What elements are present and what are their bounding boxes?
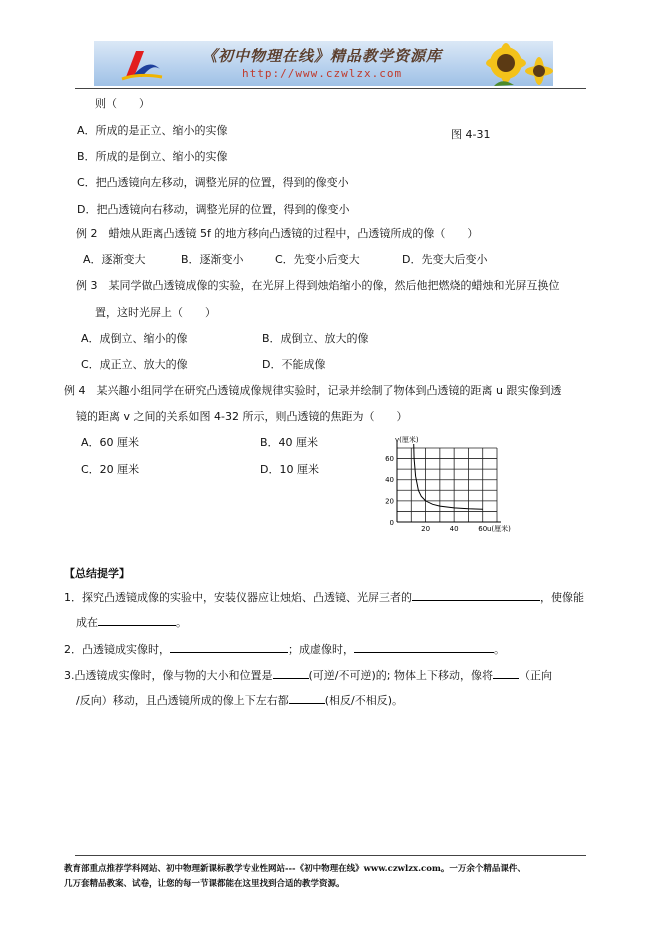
- footer-rule: [75, 855, 586, 856]
- summary-item3-text-a: 3.凸透镜成实像时，像与物的大小和位置是: [64, 669, 273, 682]
- q1-stem: 则（ ）: [95, 97, 150, 110]
- ex4-option-a: A．60 厘米: [81, 436, 140, 449]
- summary-blank-2[interactable]: [98, 614, 176, 626]
- figure-4-31-label: 图 4-31: [451, 128, 491, 141]
- summary-item3-text-b: (可逆/不可逆)的; 物体上下移动，像将: [308, 669, 493, 682]
- ex3-stem-line2: 置，这时光屏上（ ）: [95, 306, 216, 319]
- ex4-option-c: C．20 厘米: [81, 463, 140, 476]
- site-title: 《初中物理在线》精品教学资源库: [202, 47, 443, 65]
- ex3-option-b: B．成倒立、放大的像: [262, 332, 369, 345]
- ex2-option-a: A．逐渐变大: [83, 253, 146, 266]
- summary-item3-line1: [64, 667, 552, 683]
- ex4-option-d: D．10 厘米: [260, 463, 319, 476]
- footer-line2: 几万套精品教案、试卷，让您的每一节课都能在这里找到合适的教学资源。: [64, 879, 345, 889]
- x-axis-label: u(厘米): [487, 525, 511, 533]
- summary-item2-text-a: 2．凸透镜成实像时，: [64, 643, 170, 656]
- summary-item1-text-c: 成在: [76, 616, 98, 629]
- x-tick-label: 20: [421, 525, 431, 533]
- summary-item3-line2: [76, 692, 403, 708]
- ex4-option-b: B．40 厘米: [260, 436, 319, 449]
- summary-blank-1[interactable]: [412, 589, 540, 601]
- x-tick-label: 60: [478, 525, 488, 533]
- footer-line1: 教育部重点推荐学科网站、初中物理新课标教学专业性网站---《初中物理在线》www.czwlzx.com。一万余个精品课件、: [64, 864, 526, 874]
- summary-item3-text-d: /反向）移动，且凸透镜所成的像上下左右都: [76, 694, 289, 707]
- y-axis-label: v(厘米): [395, 436, 419, 444]
- ex2-option-b: B．逐渐变小: [181, 253, 244, 266]
- ex2-option-c: C．先变小后变大: [275, 253, 360, 266]
- summary-item3-text-e: (相反/不相反)。: [324, 694, 404, 707]
- summary-item1-text-d: 。: [176, 616, 187, 629]
- q1-option-a: A．所成的是正立、缩小的实像: [77, 124, 228, 137]
- q1-option-c: C．把凸透镜向左移动，调整光屏的位置，得到的像变小: [77, 176, 349, 189]
- y-tick-label: 20: [385, 497, 394, 506]
- header-banner: [94, 41, 553, 86]
- site-logo-icon: [118, 47, 164, 81]
- ex4-stem-line2: 镜的距离 v 之间的关系如图 4-32 所示，则凸透镜的焦距为（ ）: [76, 410, 408, 423]
- summary-item2: [64, 641, 505, 657]
- origin-label: 0: [389, 519, 394, 527]
- summary-blank-3[interactable]: [170, 641, 288, 653]
- summary-item1-text-b: ，使像能: [540, 591, 584, 604]
- x-tick-label: 40: [449, 525, 459, 533]
- site-url[interactable]: http://www.czwlzx.com: [242, 67, 403, 80]
- uv-graph: [375, 436, 515, 536]
- ex4-stem-line1: 例 4 某兴趣小组同学在研究凸透镜成像规律实验时，记录并绘制了物体到凸透镜的距离 u 跟实像到透: [64, 384, 562, 397]
- y-tick-label: 40: [385, 476, 394, 485]
- summary-item1-line2: [76, 614, 187, 630]
- q1-option-d: D．把凸透镜向右移动，调整光屏的位置，得到的像变小: [77, 203, 350, 216]
- summary-item1-line1: [64, 589, 584, 605]
- ex2-stem: 例 2 蜡烛从距离凸透镜 5f 的地方移向凸透镜的过程中，凸透镜所成的像（ ）: [76, 227, 479, 240]
- summary-item3-text-c: （正向: [519, 669, 552, 682]
- summary-item2-text-c: 。: [494, 643, 505, 656]
- summary-title: 【总结提学】: [64, 567, 130, 580]
- summary-item2-text-b: ；成虚像时，: [288, 643, 354, 656]
- header-rule: [75, 88, 586, 89]
- q1-option-b: B．所成的是倒立、缩小的实像: [77, 150, 228, 163]
- summary-blank-4[interactable]: [354, 641, 494, 653]
- summary-item1-text-a: 1．探究凸透镜成像的实验中，安装仪器应让烛焰、凸透镜、光屏三者的: [64, 591, 412, 604]
- ex3-option-a: A．成倒立、缩小的像: [81, 332, 188, 345]
- ex3-option-c: C．成正立、放大的像: [81, 358, 188, 371]
- series-line-0: [413, 436, 483, 509]
- y-tick-label: 60: [385, 455, 394, 464]
- summary-blank-6[interactable]: [493, 667, 519, 679]
- sunflower-icon: [484, 41, 553, 86]
- summary-blank-5[interactable]: [273, 667, 309, 679]
- ex3-stem-line1: 例 3 某同学做凸透镜成像的实验，在光屏上得到烛焰缩小的像，然后他把燃烧的蜡烛和光屏互换位: [76, 279, 560, 292]
- ex2-option-d: D．先变大后变小: [402, 253, 488, 266]
- summary-blank-7[interactable]: [289, 692, 325, 704]
- ex3-option-d: D．不能成像: [262, 358, 326, 371]
